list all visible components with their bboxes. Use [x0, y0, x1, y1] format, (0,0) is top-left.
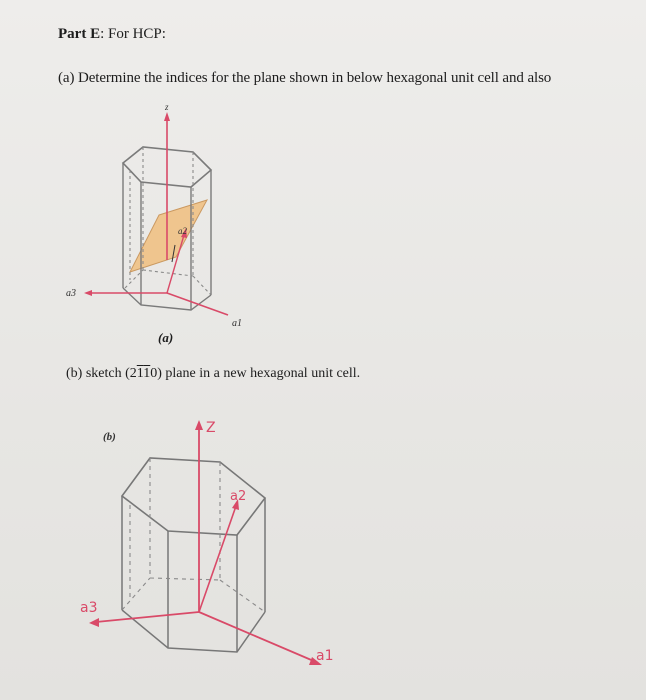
- question-b-prefix: (b) sketch (2: [66, 366, 137, 381]
- figure-b-a2-label: a2: [230, 489, 247, 504]
- question-b-overline-2: 1: [143, 366, 151, 381]
- figure-b-a1-axis: [199, 612, 316, 662]
- figure-a-z-label: z: [165, 102, 169, 112]
- question-a-text: (a) Determine the indices for the plane shown in below hexagonal unit cell and also: [58, 70, 552, 86]
- figure-b-panel-label: (b): [103, 431, 116, 443]
- question-b-overline-1: 1: [136, 366, 144, 381]
- figure-a-a1-label: a1: [232, 318, 242, 329]
- figure-a-caption: (a): [158, 330, 174, 345]
- figure-a-a3-label: a3: [66, 288, 76, 299]
- figure-b-z-label: Z: [206, 420, 216, 436]
- figure-a-a2-label: a2: [178, 226, 187, 236]
- part-heading-bold: Part E: [58, 26, 101, 42]
- part-heading-rest: : For HCP:: [100, 26, 166, 42]
- figure-b-a3-label: a3: [80, 600, 98, 616]
- question-b-suffix: 0) plane in a new hexagonal unit cell.: [150, 366, 361, 381]
- figure-b-a2-axis: [199, 506, 236, 612]
- figure-b-a3-axis: [96, 612, 199, 622]
- figure-b-a1-label: a1: [316, 648, 334, 664]
